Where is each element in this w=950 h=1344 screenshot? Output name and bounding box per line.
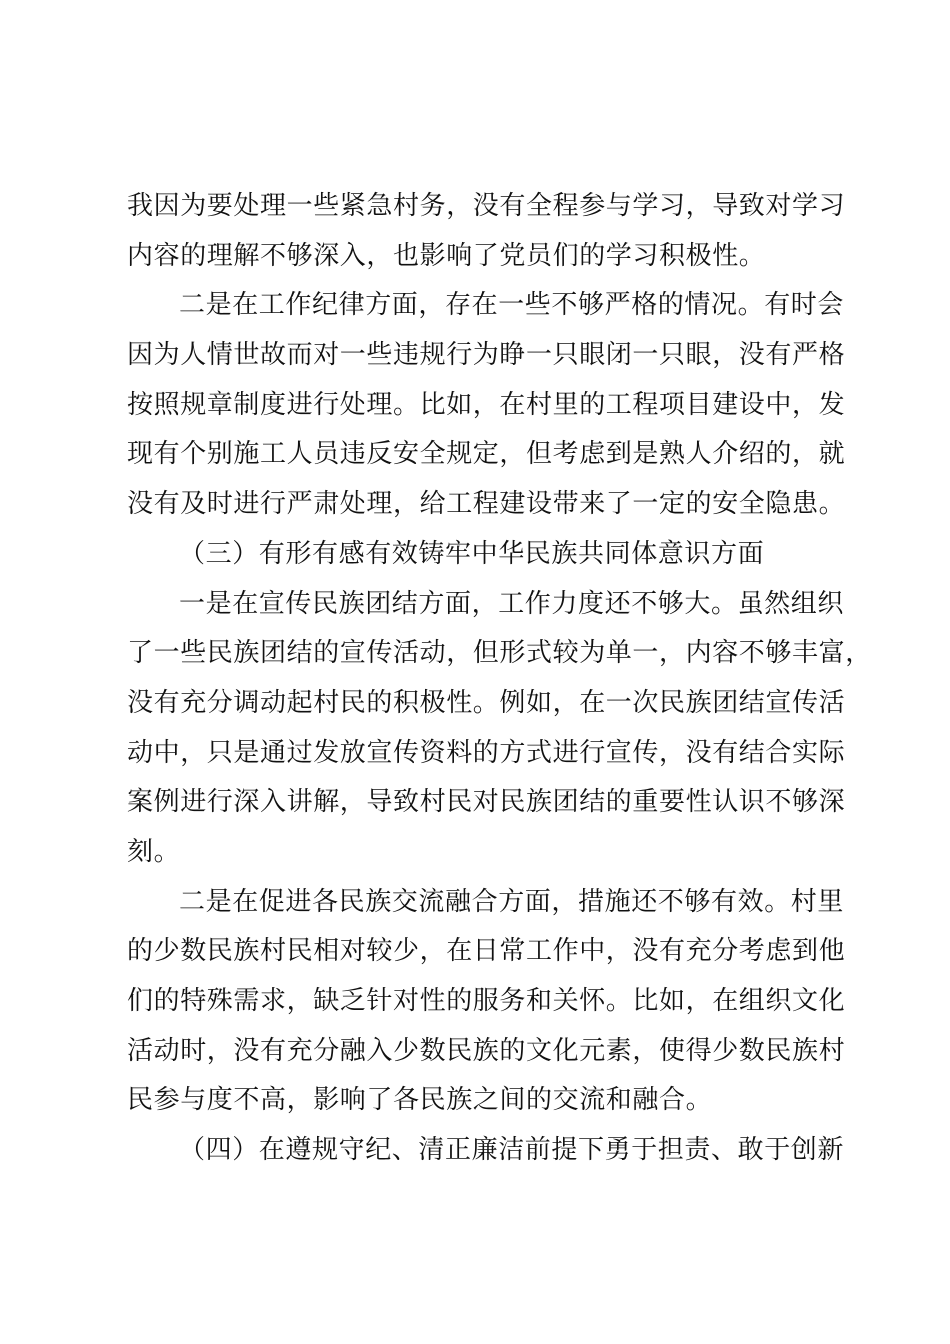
paragraph-line: 活动时，没有充分融入少数民族的文化元素，使得少数民族村 [127, 1035, 846, 1066]
paragraph-line: 没有及时进行严肃处理，给工程建设带来了一定的安全隐患。 [127, 489, 846, 520]
paragraph-line: 动中，只是通过发放宣传资料的方式进行宣传，没有结合实际 [127, 737, 846, 768]
paragraph-line: 案例进行深入讲解，导致村民对民族团结的重要性认识不够深 [127, 787, 846, 818]
paragraph-line: 的少数民族村民相对较少，在日常工作中，没有充分考虑到他 [127, 936, 846, 967]
paragraph-line: 我因为要处理一些紧急村务，没有全程参与学习，导致对学习 [127, 191, 846, 221]
section-heading: （四）在遵规守纪、清正廉洁前提下勇于担责、敢于创新 [179, 1135, 845, 1166]
paragraph-line: 现有个别施工人员违反安全规定，但考虑到是熟人介绍的，就 [127, 439, 846, 470]
paragraph-line: 民参与度不高，影响了各民族之间的交流和融合。 [127, 1085, 713, 1116]
document-body [127, 182, 872, 1176]
paragraph-line: 按照规章制度进行处理。比如，在村里的工程项目建设中，发 [127, 389, 846, 420]
section-heading: （三）有形有感有效铸牢中华民族共同体意识方面 [179, 538, 765, 569]
paragraph-line: 二是在促进各民族交流融合方面，措施还不够有效。村里 [179, 886, 845, 917]
paragraph-line: 因为人情世故而对一些违规行为睁一只眼闭一只眼，没有严格 [127, 340, 846, 371]
paragraph-line: 二是在工作纪律方面，存在一些不够严格的情况。有时会 [179, 290, 845, 321]
paragraph-line: 一是在宣传民族团结方面，工作力度还不够大。虽然组织 [179, 588, 845, 619]
paragraph-line: 内容的理解不够深入，也影响了党员们的学习积极性。 [127, 240, 766, 271]
paragraph-line: 们的特殊需求，缺乏针对性的服务和关怀。比如，在组织文化 [127, 986, 846, 1016]
paragraph-line: 没有充分调动起村民的积极性。例如，在一次民族团结宣传活 [127, 687, 846, 718]
paragraph-line: 了一些民族团结的宣传活动，但形式较为单一，内容不够丰富， [127, 638, 872, 669]
paragraph-line: 刻。 [127, 836, 181, 867]
